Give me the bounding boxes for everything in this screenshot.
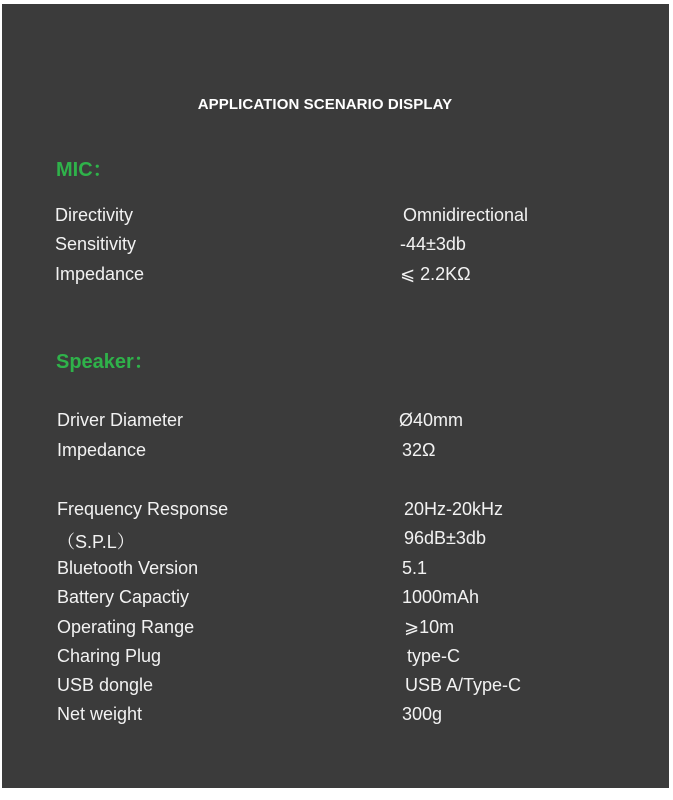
mic-heading: MIC： [56, 159, 113, 181]
mic-row-label: Sensitivity [55, 234, 137, 254]
speaker-row-value: USB A/Type-C [405, 675, 522, 695]
speaker-row-label: Operating Range [57, 617, 195, 637]
speaker-row-label: Frequency Response [57, 499, 229, 519]
speaker-row-label: （S.P.L） [57, 532, 135, 552]
speaker-row-label: Net weight [57, 704, 143, 724]
speaker-row-label: Impedance [57, 440, 147, 460]
spec-panel [2, 4, 669, 788]
mic-row-label: Impedance [55, 264, 145, 284]
speaker-row-value: 32Ω [402, 440, 436, 460]
speaker-row-value: type-C [407, 646, 461, 666]
speaker-row-label: Driver Diameter [57, 410, 184, 430]
mic-row-value: ⩽ 2.2KΩ [400, 264, 471, 284]
page-title: APPLICATION SCENARIO DISPLAY [197, 96, 453, 113]
speaker-row-label: USB dongle [57, 675, 154, 695]
speaker-heading: Speaker： [56, 351, 154, 373]
speaker-row-value: Ø40mm [399, 410, 464, 430]
mic-row-value: Omnidirectional [403, 205, 529, 225]
mic-row-label: Directivity [55, 205, 134, 225]
speaker-row-value: 96dB±3db [404, 528, 486, 548]
speaker-row-value: ⩾10m [404, 617, 455, 637]
speaker-row-label: Bluetooth Version [57, 558, 199, 578]
speaker-row-value: 20Hz-20kHz [404, 499, 504, 519]
speaker-row-value: 1000mAh [402, 587, 480, 607]
speaker-row-label: Battery Capactiy [57, 587, 190, 607]
mic-row-value: -44±3db [400, 234, 466, 254]
speaker-row-label: Charing Plug [57, 646, 162, 666]
speaker-row-value: 300g [402, 704, 443, 724]
speaker-row-value: 5.1 [402, 558, 428, 578]
